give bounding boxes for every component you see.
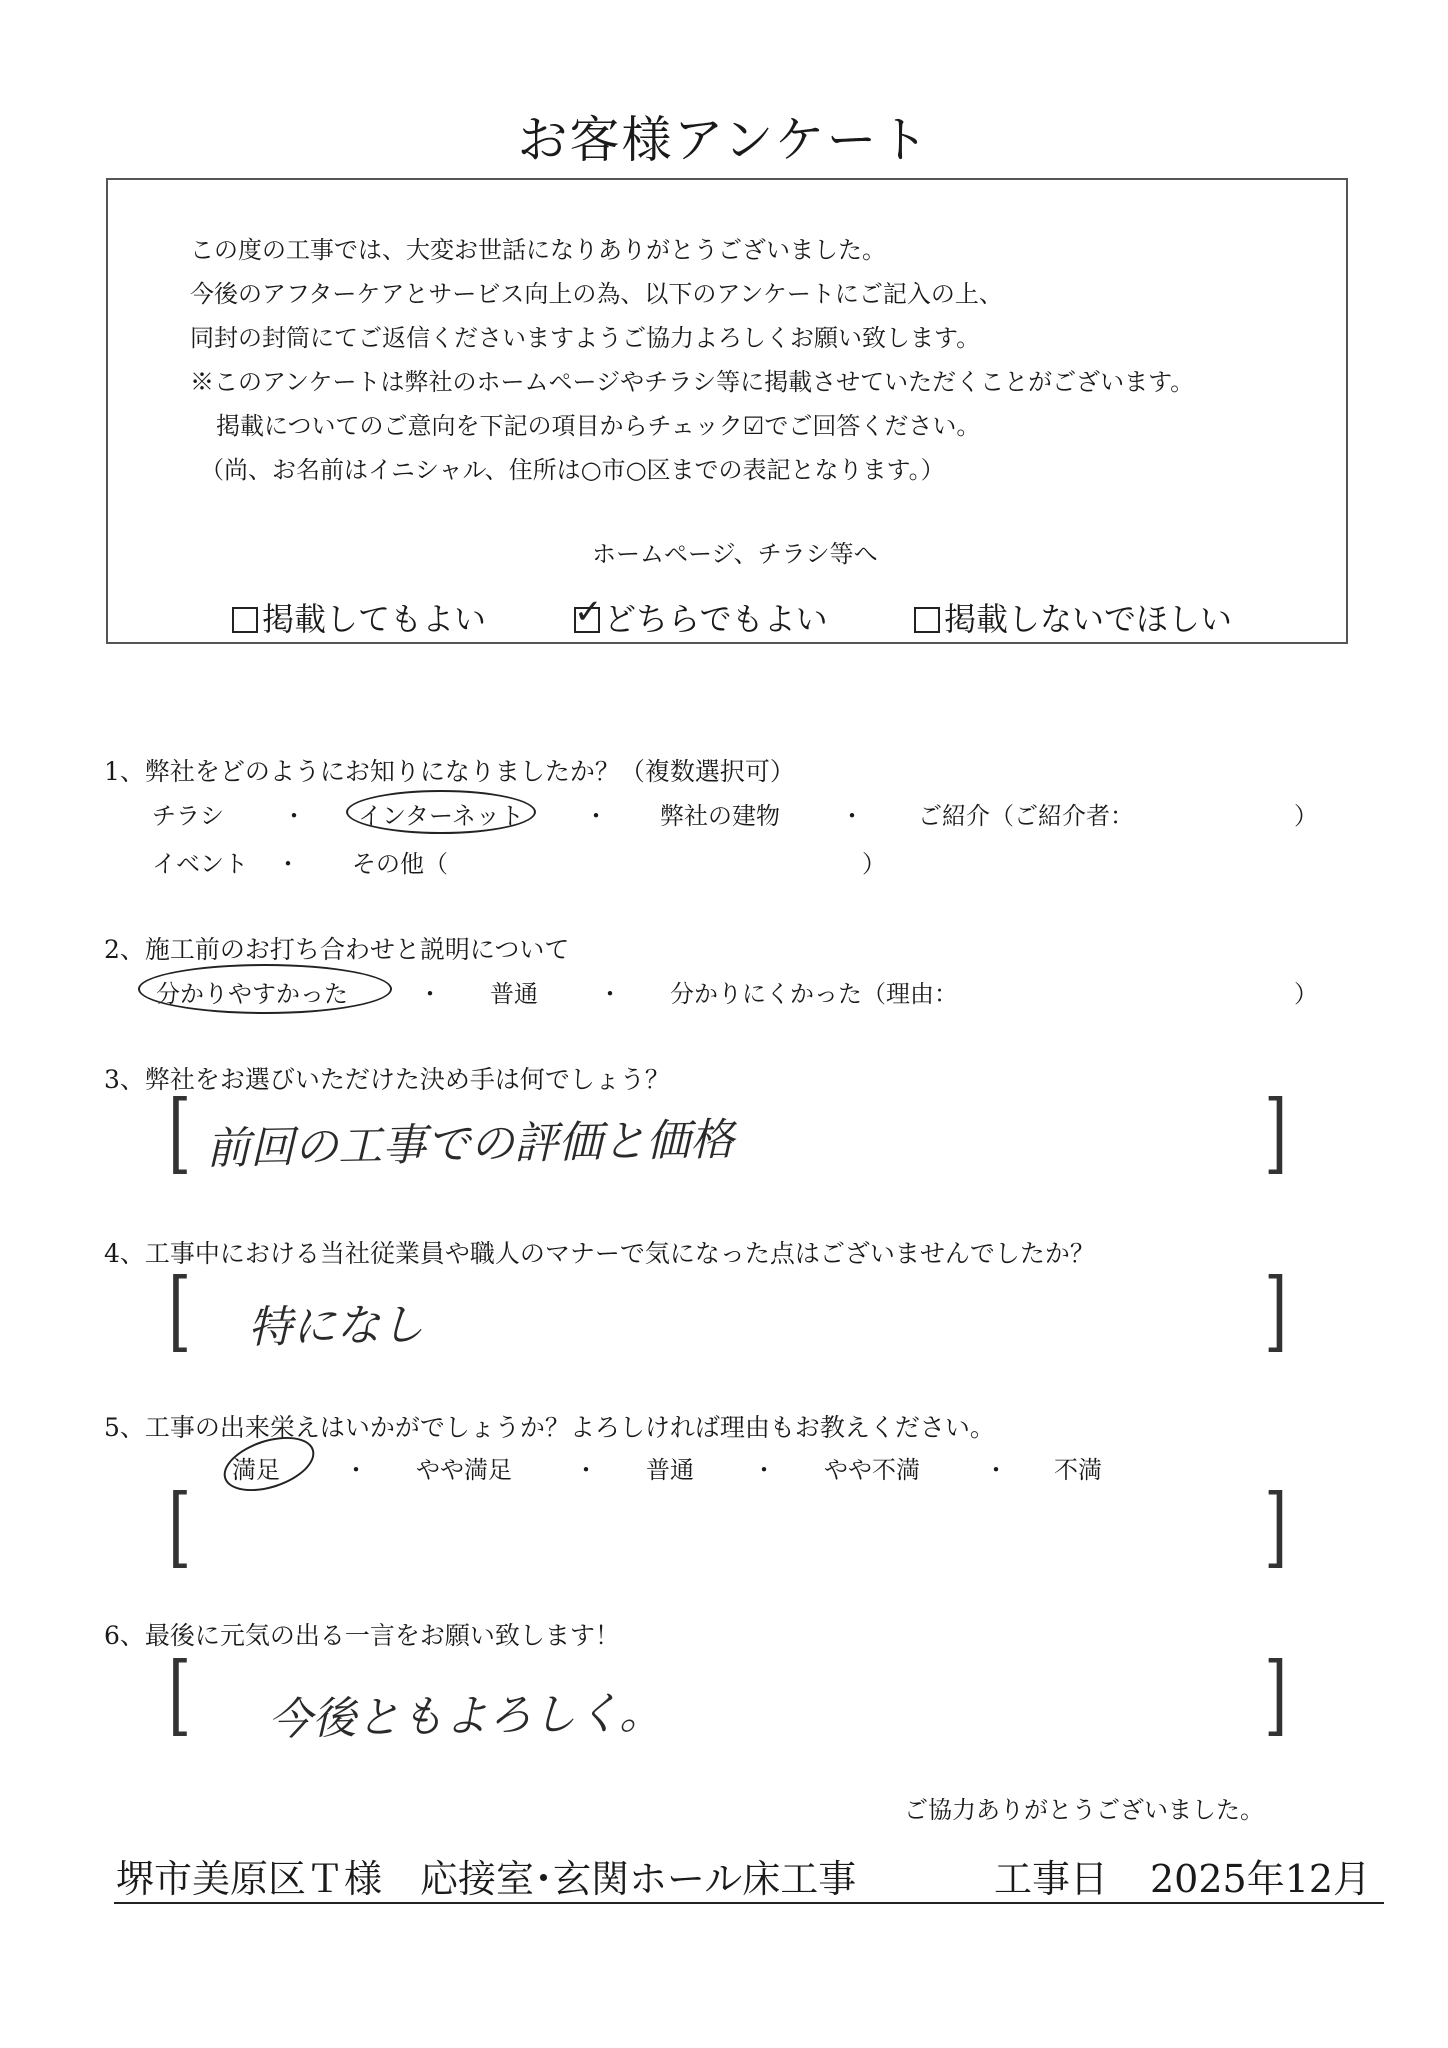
intro-line-4: ※このアンケートは弊社のホームページやチラシ等に掲載させていただくことがございます。 [190, 368, 1195, 396]
q1-option-event[interactable]: イベント [152, 850, 248, 878]
intro-line-1: この度の工事では、大変お世話になりありがとうございました。 [190, 236, 886, 264]
q4-answer[interactable]: 特になし [247, 1299, 425, 1354]
intro-line-2: 今後のアフターケアとサービス向上の為、以下のアンケートにご記入の上、 [190, 280, 1003, 308]
answer-bracket-close: ] [1264, 1644, 1288, 1747]
q2-option-normal[interactable]: 普通 [490, 980, 538, 1008]
q6-answer[interactable]: 今後ともよろしく。 [267, 1687, 664, 1746]
answer-bracket-open: [ [168, 1476, 192, 1579]
intro-line-6: （尚、お名前はイニシャル、住所は○市○区までの表記となります。） [200, 456, 945, 484]
q1-option-referral[interactable]: ご紹介（ご紹介者： [918, 802, 1134, 830]
q5-option-normal[interactable]: 普通 [646, 1456, 694, 1484]
thanks-note: ご協力ありがとうございました。 [904, 1796, 1264, 1824]
q1-referral-close: ） [1294, 802, 1318, 830]
separator-dot: ・ [584, 802, 608, 830]
q4-question: 4、工事中における当社従業員や職人のマナーで気になった点はございませんでしたか？ [104, 1239, 1095, 1268]
separator-dot: ・ [282, 802, 306, 830]
checked-checkbox-icon[interactable] [574, 592, 603, 633]
q2-question: 2、施工前のお打ち合わせと説明について [104, 935, 570, 964]
post-heading: ホームページ、チラシ等へ [592, 540, 878, 568]
separator-dot: ・ [418, 980, 442, 1008]
q5-option-satisfied[interactable]: 満足 [232, 1456, 280, 1484]
footer-date-label: 工事日 [994, 1857, 1109, 1901]
separator-dot: ・ [574, 1456, 598, 1484]
consent-option-label: どちらでもよい [604, 600, 828, 638]
q1-option-other[interactable]: その他（ [352, 850, 448, 878]
q5-option-somewhat-satisfied[interactable]: やや満足 [416, 1456, 512, 1484]
q6-question: 6、最後に元気の出る一言をお願い致します！ [104, 1621, 620, 1650]
q1-other-close: ） [862, 850, 886, 878]
separator-dot: ・ [276, 850, 300, 878]
q1-option-flyer[interactable]: チラシ [152, 802, 224, 830]
q1-option-internet[interactable]: インターネット [358, 802, 524, 830]
separator-dot: ・ [840, 802, 864, 830]
checkmark-icon: ✓ [574, 592, 603, 632]
q5-option-dissatisfied[interactable]: 不満 [1054, 1456, 1102, 1484]
intro-line-5: 掲載についてのご意向を下記の項目からチェック☑でご回答ください。 [216, 412, 981, 440]
answer-bracket-close: ] [1264, 1082, 1288, 1185]
q2-hard-close: ） [1294, 980, 1318, 1008]
q1-option-building[interactable]: 弊社の建物 [660, 802, 780, 830]
q5-option-somewhat-dissatisfied[interactable]: やや不満 [824, 1456, 920, 1484]
consent-option-either[interactable] [574, 594, 828, 640]
footer-underline [114, 1902, 1384, 1904]
q3-question: 3、弊社をお選びいただけた決め手は何でしょう？ [104, 1065, 670, 1094]
answer-bracket-open: [ [168, 1644, 192, 1747]
answer-bracket-close: ] [1264, 1476, 1288, 1579]
answer-bracket-open: [ [168, 1260, 192, 1363]
survey-title: お客様アンケート [517, 111, 931, 169]
consent-option-label: 掲載してもよい [262, 600, 487, 638]
checkbox-icon[interactable] [232, 607, 258, 633]
checkbox-icon[interactable] [914, 607, 940, 633]
separator-dot: ・ [752, 1456, 776, 1484]
answer-bracket-close: ] [1264, 1260, 1288, 1363]
q2-option-easy[interactable]: 分かりやすかった [156, 980, 348, 1008]
intro-line-3: 同封の封筒にてご返信くださいますようご協力よろしくお願い致します。 [190, 324, 981, 352]
consent-option-label: 掲載しないでほしい [944, 600, 1233, 638]
answer-bracket-open: [ [168, 1082, 192, 1185]
separator-dot: ・ [598, 980, 622, 1008]
separator-dot: ・ [984, 1456, 1008, 1484]
q3-answer[interactable]: 前回の工事での評価と価格 [205, 1114, 735, 1175]
footer-date-value: 2025年12月 [1150, 1857, 1372, 1901]
q1-question: 1、弊社をどのようにお知りになりましたか？（複数選択可） [104, 757, 795, 786]
consent-option-allow[interactable] [232, 594, 486, 640]
footer-client: 堺市美原区Ｔ様 応接室･玄関ホール床工事 [116, 1857, 857, 1901]
consent-option-deny[interactable] [914, 594, 1232, 640]
q2-option-hard[interactable]: 分かりにくかった（理由： [670, 980, 958, 1008]
separator-dot: ・ [344, 1456, 368, 1484]
q5-question: 5、工事の出来栄えはいかがでしょうか？よろしければ理由もお教えください。 [104, 1413, 995, 1442]
